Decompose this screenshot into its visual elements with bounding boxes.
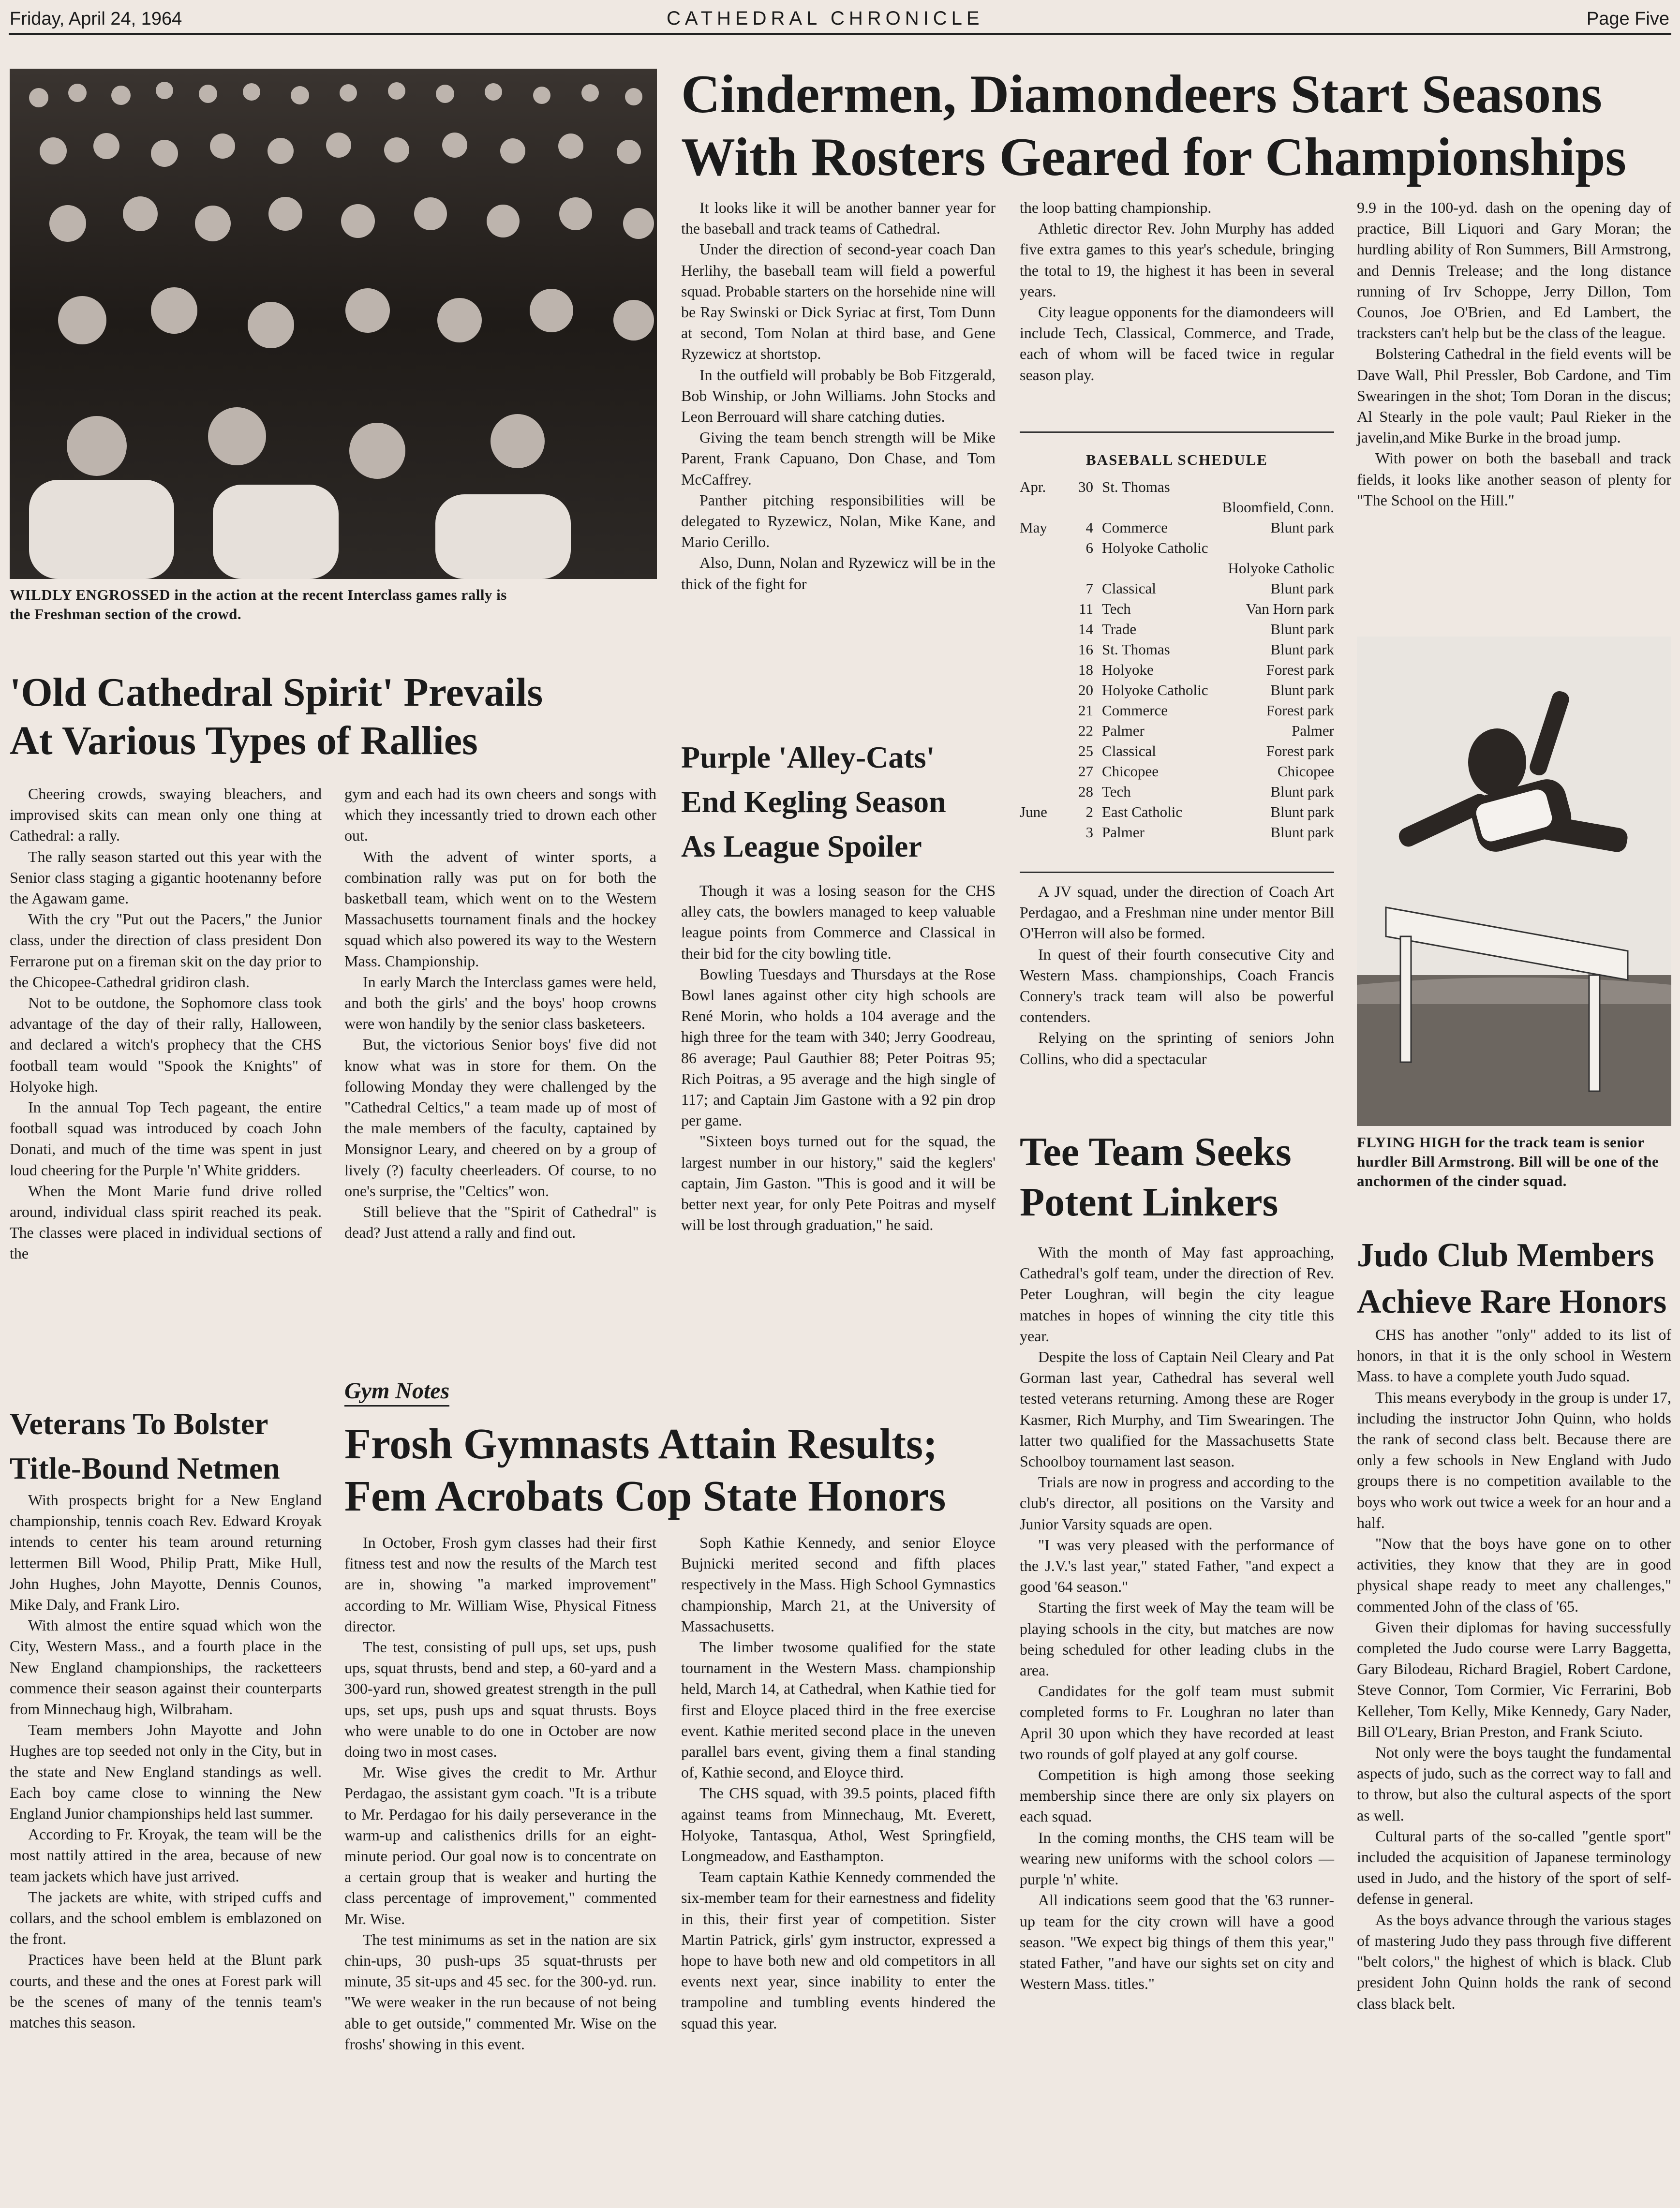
- schedule-location: Forest park: [1266, 742, 1334, 759]
- schedule-day: 22: [1078, 722, 1093, 739]
- paragraph: Mr. Wise gives the credit to Mr. Arthur Perdagao, the assistant gym coach. "It is a tribute to Mr. Perdagao for his daily perseverance in the warm-up and calisthenics drills for an eight-minute period. Our goal now is to concentrate on a certain group that is weaker and hurting the class percentage of improvement," commented Mr. Wise.: [344, 1763, 656, 1927]
- schedule-location: Blunt park: [1270, 519, 1334, 536]
- schedule-month: [1020, 680, 1059, 700]
- paragraph: Practices have been held at the Blunt park courts, and these and the ones at Forest park will be the scenes of many of the tennis team's matches this season.: [10, 1951, 322, 2031]
- cindermen-column-1: [681, 197, 996, 594]
- paragraph: Relying on the sprinting of seniors John Collins, who did a spectacular: [1020, 1029, 1334, 1067]
- rally-crowd-photo: [10, 69, 657, 579]
- paragraph: The rally season started out this year with the Senior class staging a gigantic hootenanny before the Agawam game.: [10, 847, 322, 907]
- paragraph: With almost the entire squad which won the City, Western Mass., and a fourth place in the New England championships, the racketteers commence their season against their counterparts from Minnechaug high, Wilbraham.: [10, 1616, 322, 1718]
- schedule-day: 16: [1078, 641, 1093, 658]
- paragraph: All indications seem good that the '63 runner-up team for the city crown will have a good season. "We expect big things of them this year," stated Father, "and have our sights set on city and Western Mass. titles.": [1020, 1891, 1334, 1993]
- schedule-opponent: Chicopee: [1102, 763, 1159, 780]
- masthead-page-number: Page Five: [1586, 9, 1669, 29]
- schedule-location: Chicopee: [1277, 763, 1334, 780]
- paragraph: Cheering crowds, swaying bleachers, and improvised skits can mean only one thing at Cathedral: a rally.: [10, 785, 322, 845]
- paragraph: According to Fr. Kroyak, the team will be the most nattily attired in the area, because of new team jackets which have just arrived.: [10, 1825, 322, 1885]
- paragraph: Team members John Mayotte and John Hughes are top seeded not only in the City, but in the state and New England standings as well. Each boy came close to winning the New England Junior championships held last summer.: [10, 1721, 322, 1823]
- schedule-row: [1020, 822, 1334, 843]
- paragraph: This means everybody in the group is under 17, including the instructor John Quinn, who holds the rank of second class belt. Because there are only a few schools in New England with Judo groups there is no competition available to the boys who work out twice a week for an hour and a half.: [1357, 1388, 1671, 1531]
- schedule-location: Blunt park: [1270, 824, 1334, 841]
- kegling-headline-line2: End Kegling Season: [681, 785, 946, 819]
- schedule-opponent: Tech: [1102, 600, 1131, 617]
- schedule-row: [1020, 721, 1334, 741]
- paragraph: With the month of May fast approaching, Cathedral's golf team, under the direction of Rev. Peter Loughran, will begin the city league matches in hopes of winning the city title this year.: [1020, 1244, 1334, 1345]
- rallies-column-1: [10, 784, 322, 1264]
- schedule-month: May: [1020, 519, 1047, 536]
- paragraph: With the cry "Put out the Pacers," the Junior class, under the direction of class president Don Ferrarone put on a fireman skit on the day prior to the Chicopee-Cathedral gridiron clash.: [10, 910, 322, 991]
- schedule-day: 6: [1085, 539, 1093, 556]
- schedule-opponent: St. Thomas: [1102, 478, 1170, 495]
- judo-headline: [1357, 1232, 1671, 1325]
- rally-caption-rest: the Freshman section of the crowd.: [10, 606, 242, 622]
- schedule-day: 14: [1078, 621, 1093, 637]
- schedule-month: Apr.: [1020, 478, 1046, 495]
- paragraph: With the advent of winter sports, a combination rally was put on for both the basketball team, which went on to the Western Massachusetts tournament finals and the hockey squad which also powered its way to the Western Mass. Championship.: [344, 847, 656, 970]
- paragraph: CHS has another "only" added to its list of honors, in that it is the only school in Western Mass. to have a complete youth Judo squad.: [1357, 1326, 1671, 1385]
- paragraph: Despite the loss of Captain Neil Cleary and Pat Gorman last year, Cathedral has several well tested veterans returning. Among these are Roger Kasmer, Rich Murphy, and Tim Swearingen. The latter two qualified for the Massachusetts State Schoolboy tournament last season.: [1020, 1348, 1334, 1470]
- schedule-row: [1020, 477, 1334, 497]
- schedule-row: [1020, 558, 1334, 578]
- golf-headline-line2: Potent Linkers: [1020, 1180, 1279, 1225]
- paragraph: With power on both the baseball and track fields, it looks like another season of plenty for "The School on the Hill.": [1357, 449, 1671, 509]
- schedule-location: Blunt park: [1270, 682, 1334, 698]
- schedule-location: Blunt park: [1270, 641, 1334, 658]
- schedule-day: 27: [1078, 763, 1093, 780]
- rally-caption-lead: WILDLY ENGROSSED in the action at the recent Interclass games rally is: [10, 586, 507, 603]
- paragraph: the loop batting championship.: [1020, 199, 1212, 216]
- schedule-row: [1020, 497, 1334, 518]
- schedule-month: [1020, 741, 1059, 761]
- schedule-day: 18: [1078, 661, 1093, 678]
- schedule-opponent: Holyoke Catholic: [1102, 539, 1208, 556]
- schedule-opponent: Classical: [1102, 742, 1156, 759]
- paragraph: Panther pitching responsibilities will be delegated to Ryzewicz, Nolan, Mike Kane, and Mario Cerillo.: [681, 491, 996, 551]
- track-hurdler-photo: [1357, 637, 1671, 1126]
- paragraph: The jackets are white, with striped cuffs and collars, and the school emblem is emblazoned on the front.: [10, 1888, 322, 1948]
- hurdler-image-icon: [1357, 637, 1671, 1126]
- schedule-month: [1020, 822, 1059, 843]
- rallies-headline: [10, 668, 658, 765]
- netmen-body: [10, 1490, 322, 2033]
- schedule-month: [1020, 619, 1059, 639]
- schedule-day: 21: [1078, 702, 1093, 719]
- paragraph: Giving the team bench strength will be Mike Parent, Frank Capuano, Don Chase, and Tom McCaffrey.: [681, 429, 996, 488]
- schedule-month: [1020, 782, 1059, 802]
- paragraph: Athletic director Rev. John Murphy has added five extra games to this year's schedule, bringing the total to 19, the highest it has been in several years.: [1020, 220, 1334, 300]
- gym-headline-line1: Frosh Gymnasts Attain Results;: [344, 1420, 937, 1468]
- paragraph: Given their diplomas for having successfully completed the Judo course were Larry Baggetta, Gary Bilodeau, Richard Bragiel, Robert Cardone, Steve Connor, Tom Cormier, Vic Ferrarini, Bob Kelleher, Tom Kelly, Mike Kennedy, Gary Nader, Bill O'Leary, Brian Preston, and Frank Sciuto.: [1357, 1618, 1671, 1740]
- judo-body: [1357, 1324, 1671, 2014]
- schedule-month: [1020, 639, 1059, 660]
- paragraph: Under the direction of second-year coach Dan Herlihy, the baseball team will field a powerful squad. Probable starters on the horsehide nine will be Ray Swinski or Dick Syriac at first, Tom Dunn at second, Tom Nolan at third base, and Gene Ryzewicz at shortstop.: [681, 240, 996, 363]
- schedule-opponent: St. Thomas: [1102, 641, 1170, 658]
- schedule-opponent: Holyoke: [1102, 661, 1154, 678]
- paragraph: In the outfield will probably be Bob Fitzgerald, Bob Winship, or John Williams. John Stocks and Leon Berrouard will share catching duties.: [681, 366, 996, 426]
- paragraph: Though it was a losing season for the CHS alley cats, the bowlers managed to keep valuable league points from Commerce and Classical in their bid for the city bowling title.: [681, 882, 996, 962]
- schedule-row: [1020, 599, 1334, 619]
- paragraph: gym and each had its own cheers and songs with which they incessantly tried to drown each other out.: [344, 785, 656, 845]
- paragraph: "I was very pleased with the performance of the J.V.'s last year," stated Father, "and expect a good '64 season.": [1020, 1536, 1334, 1596]
- paragraph: Trials are now in progress and according to the club's director, all positions on the Varsity and Junior Varsity squads are open.: [1020, 1473, 1334, 1533]
- cindermen-headline-line2: With Rosters Geared for Championships: [681, 127, 1626, 187]
- paragraph: In the coming months, the CHS team will be wearing new uniforms with the school colors — purple 'n' white.: [1020, 1828, 1334, 1888]
- cindermen-column-2: [1020, 197, 1334, 385]
- schedule-location: Bloomfield, Conn.: [1222, 499, 1334, 516]
- paragraph: The test, consisting of pull ups, set ups, push ups, squat thrusts, bend and step, a 60-yard and a 300-yard run, showed greatest strength in the pull ups, set ups, push ups and squat thrusts. Boys who were unable to do one in October are now doing two in most cases.: [344, 1638, 656, 1761]
- schedule-row: [1020, 782, 1334, 802]
- schedule-row: [1020, 802, 1334, 822]
- schedule-month: June: [1020, 803, 1047, 820]
- gym-notes-kicker: Gym Notes: [344, 1378, 449, 1407]
- paragraph: Bolstering Cathedral in the field events will be Dave Wall, Phil Pressler, Bob Cardone, and Tim Swearingen in the shot; Tom Doran in the discus; Al Stearly in the pole vault; Paul Rieker in the javelin,and Mike Burke in the broad jump.: [1357, 345, 1671, 446]
- kegling-headline: [681, 735, 996, 869]
- netmen-headline-line1: Veterans To Bolster: [10, 1407, 268, 1441]
- paragraph: But, the victorious Senior boys' five did not know what was in store for them. On the following Monday they were challenged by the "Cathedral Celtics," a team made up of most of the male members of the faculty, captained by Monsignor Leary, and cheered on by a group of lively (?) faculty cheerleaders. Of course, to no one's surprise, the "Celtics" won.: [344, 1036, 656, 1200]
- schedule-month: [1020, 721, 1059, 741]
- paragraph: Also, Dunn, Nolan and Ryzewicz will be in the thick of the fight for: [681, 554, 996, 593]
- schedule-opponent: Holyoke Catholic: [1102, 682, 1208, 698]
- paragraph: As the boys advance through the various stages of mastering Judo they pass through five different "belt colors," the highest of which is black. Club president John Quinn holds the rank of second class black belt.: [1357, 1911, 1671, 2012]
- schedule-rows: [1020, 477, 1334, 843]
- schedule-location: Van Horn park: [1246, 600, 1334, 617]
- rallies-column-2: [344, 784, 656, 1243]
- schedule-row: [1020, 761, 1334, 782]
- schedule-opponent: Palmer: [1102, 824, 1145, 841]
- cindermen-headline: [681, 63, 1670, 189]
- paragraph: "Sixteen boys turned out for the squad, the largest number in our history," said the keglers' captain, Jim Gaston. "This is good and it will be better next year, for only Pete Poitras and myself will be lost through graduation," he said.: [681, 1132, 996, 1234]
- schedule-row: [1020, 680, 1334, 700]
- paragraph: Bowling Tuesdays and Thursdays at the Rose Bowl lanes against other city high schools are René Morin, who holds a 104 average and the high three for the team with 340; Jerry Goodreau, 86 average; Paul Gauthier 88; Peter Poitras 95; Rich Poitras, a 95 average and the high single of 117; and Captain Jim Gastone with a 92 pin drop per game.: [681, 965, 996, 1129]
- masthead-date: Friday, April 24, 1964: [10, 9, 182, 29]
- schedule-month: [1020, 700, 1059, 721]
- schedule-location: Blunt park: [1270, 803, 1334, 820]
- schedule-row: [1020, 741, 1334, 761]
- schedule-month: [1020, 538, 1059, 558]
- schedule-opponent: Commerce: [1102, 702, 1168, 719]
- paragraph: Soph Kathie Kennedy, and senior Eloyce Bujnicki merited second and fifth places respectively in the Mass. High School Gymnastics championship, March 21, at the University of Massachusetts.: [681, 1534, 996, 1635]
- judo-headline-line1: Judo Club Members: [1357, 1237, 1654, 1274]
- kegling-headline-line3: As League Spoiler: [681, 829, 922, 863]
- rallies-headline-line1: 'Old Cathedral Spirit' Prevails: [10, 670, 543, 715]
- netmen-headline: [10, 1402, 322, 1491]
- schedule-bottom-rule: [1020, 872, 1334, 873]
- masthead-rule: [9, 33, 1671, 35]
- schedule-month: [1020, 599, 1059, 619]
- schedule-day: 4: [1085, 519, 1093, 536]
- schedule-day: 20: [1078, 682, 1093, 698]
- gym-column-2: [681, 1532, 996, 2034]
- paragraph: In early March the Interclass games were held, and both the girls' and the boys' hoop crowns were won handily by the senior class basketeers.: [344, 973, 656, 1033]
- paragraph: With prospects bright for a New England championship, tennis coach Rev. Edward Kroyak intends to center his team around returning lettermen Bill Wood, Philip Pratt, Mike Hull, John Hughes, John Mayotte, Dennis Counos, Mike Daly, and Frank Liro.: [10, 1491, 322, 1614]
- schedule-day: 25: [1078, 742, 1093, 759]
- cindermen-column-2-continued: [1020, 881, 1334, 1069]
- cindermen-column-3: [1357, 197, 1671, 511]
- schedule-opponent: Palmer: [1102, 722, 1145, 739]
- paragraph: Candidates for the golf team must submit completed forms to Fr. Loughran no later than April 30 upon which they have recorded at least two rounds of golf played at any golf course.: [1020, 1682, 1334, 1763]
- paragraph: "Now that the boys have gone on to other activities, they know that they are in good physical shape ready to meet any challenges," commented John of the class of '65.: [1357, 1535, 1671, 1615]
- cindermen-headline-line1: Cindermen, Diamondeers Start Seasons: [681, 64, 1602, 124]
- gym-headline: [344, 1418, 997, 1523]
- kegling-headline-line1: Purple 'Alley-Cats': [681, 740, 935, 774]
- schedule-opponent: Classical: [1102, 580, 1156, 597]
- schedule-top-rule: [1020, 431, 1334, 433]
- schedule-day: 28: [1078, 783, 1093, 800]
- schedule-opponent: Trade: [1102, 621, 1137, 637]
- kegling-body: [681, 880, 996, 1235]
- schedule-row: [1020, 700, 1334, 721]
- schedule-row: [1020, 660, 1334, 680]
- schedule-day: 2: [1085, 803, 1093, 820]
- paragraph: Starting the first week of May the team will be playing schools in the city, but matches are now being scheduled for other leading clubs in the area.: [1020, 1599, 1334, 1679]
- track-photo-caption: FLYING HIGH for the track team is senior hurdler Bill Armstrong. Bill will be one of the anchormen of the cinder squad.: [1357, 1134, 1659, 1189]
- rallies-headline-line2: At Various Types of Rallies: [10, 718, 478, 763]
- paragraph: Cultural parts of the so-called "gentle sport" included the acquisition of Japanese terminology used in Judo, and the history of the sport of self-defense in general.: [1357, 1827, 1671, 1908]
- paragraph: Team captain Kathie Kennedy commended the six-member team for their earnestness and fidelity in this, their first year of competition. Sister Martin Patrick, girls' gym instructor, expressed a hope to have both new and old competitors in all events next year, since inability to enter the trampoline and tumbling events hindered the squad this year.: [681, 1868, 996, 2032]
- paragraph: When the Mont Marie fund drive rolled around, individual class spirit reached its peak. The classes were placed in individual sections of the: [10, 1182, 322, 1262]
- masthead-title: CATHEDRAL CHRONICLE: [667, 8, 984, 29]
- schedule-location: Blunt park: [1270, 621, 1334, 637]
- schedule-location: Blunt park: [1270, 580, 1334, 597]
- paragraph: In quest of their fourth consecutive City and Western Mass. championships, Coach Francis Connery's track team will also be powerful contenders.: [1020, 945, 1334, 1026]
- judo-headline-line2: Achieve Rare Honors: [1357, 1283, 1667, 1320]
- paragraph: Still believe that the "Spirit of Cathedral" is dead? Just attend a rally and find out.: [344, 1203, 656, 1242]
- golf-headline: [1020, 1127, 1334, 1228]
- paragraph: In the annual Top Tech pageant, the entire football squad was introduced by coach John Donati, and much of the time was spent in just loud cheering for the Purple 'n' White gridders.: [10, 1098, 322, 1179]
- paragraph: The test minimums as set in the nation are six chin-ups, 30 push-ups 35 squat-thrusts per minute, 35 sit-ups and 45 sec. for the 300-yd. run. "We were weaker in the run because of not being able to get outside," commented Mr. Wise on the froshs' showing in this event.: [344, 1930, 656, 2053]
- schedule-opponent: East Catholic: [1102, 803, 1183, 820]
- gym-headline-line2: Fem Acrobats Cop State Honors: [344, 1472, 946, 1520]
- paragraph: City league opponents for the diamondeers will include Tech, Classical, Commerce, and Trade, each of whom will be faced twice in regular season play.: [1020, 303, 1334, 384]
- schedule-opponent: Tech: [1102, 783, 1131, 800]
- schedule-title: BASEBALL SCHEDULE: [1086, 451, 1268, 468]
- rally-photo-caption: [10, 585, 657, 624]
- schedule-row: [1020, 538, 1334, 558]
- paragraph: The limber twosome qualified for the state tournament in the Western Mass. championship held, March 14, at Cathedral, when Kathie tied for first and Eloyce placed third in the free exercise event. Kathie merited second place in the uneven parallel bars event, giving them a final standing of, Kathie second, and Eloyce third.: [681, 1638, 996, 1781]
- crowd-image-icon: [10, 69, 657, 579]
- schedule-row: [1020, 619, 1334, 639]
- schedule-location: Palmer: [1292, 722, 1334, 739]
- paragraph: Not only were the boys taught the fundamental aspects of judo, such as the correct way to fall and to throw, but also the cultural aspects of the sport as well.: [1357, 1744, 1671, 1824]
- paragraph: 9.9 in the 100-yd. dash on the opening day of practice, Bill Liquori and Gary Moran; the hurdling ability of Ron Summers, Bill Armstrong, and Dennis Trelease; and the long distance running of Irv Schoppe, Jerry Dillon, Tom Counos, Joe O'Brien, and Ed Lambert, the tracksters can't help but be the class of the league.: [1357, 199, 1671, 342]
- golf-body: [1020, 1242, 1334, 1994]
- schedule-location: Forest park: [1266, 702, 1334, 719]
- schedule-month: [1020, 761, 1059, 782]
- golf-headline-line1: Tee Team Seeks: [1020, 1129, 1292, 1174]
- schedule-opponent: Commerce: [1102, 519, 1168, 536]
- paragraph: It looks like it will be another banner year for the baseball and track teams of Cathedral.: [681, 199, 996, 237]
- baseball-schedule: [1020, 450, 1334, 843]
- paragraph: In October, Frosh gym classes had their first fitness test and now the results of the March test are in, showing "a marked improvement" according to Mr. William Wise, Physical Fitness director.: [344, 1534, 656, 1635]
- netmen-headline-line2: Title-Bound Netmen: [10, 1451, 280, 1485]
- schedule-day: 3: [1085, 824, 1093, 841]
- schedule-day: 11: [1079, 600, 1093, 617]
- schedule-location: Blunt park: [1270, 783, 1334, 800]
- schedule-row: [1020, 518, 1334, 538]
- schedule-month: [1020, 660, 1059, 680]
- schedule-location: Forest park: [1266, 661, 1334, 678]
- gym-column-1: [344, 1532, 656, 2055]
- paragraph: The CHS squad, with 39.5 points, placed fifth against teams from Minnechaug, Mt. Everett, Holyoke, Tantasqua, Athol, West Springfield, Longmeadow, and Easthampton.: [681, 1784, 996, 1865]
- schedule-day: 30: [1078, 478, 1093, 495]
- schedule-row: [1020, 639, 1334, 660]
- paragraph: Not to be outdone, the Sophomore class took advantage of the day of their rally, Halloween, and declared a witch's prophecy that the CHS football team would "Spook the Knights" of Holyoke high.: [10, 994, 322, 1095]
- schedule-location: Holyoke Catholic: [1228, 560, 1334, 577]
- schedule-month: [1020, 578, 1059, 599]
- paragraph: Competition is high among those seeking membership since there are only six players on each squad.: [1020, 1766, 1334, 1825]
- schedule-row: [1020, 578, 1334, 599]
- schedule-day: 7: [1085, 580, 1093, 597]
- paragraph: A JV squad, under the direction of Coach Art Perdagao, and a Freshman nine under mentor Bill O'Herron will also be formed.: [1020, 883, 1334, 942]
